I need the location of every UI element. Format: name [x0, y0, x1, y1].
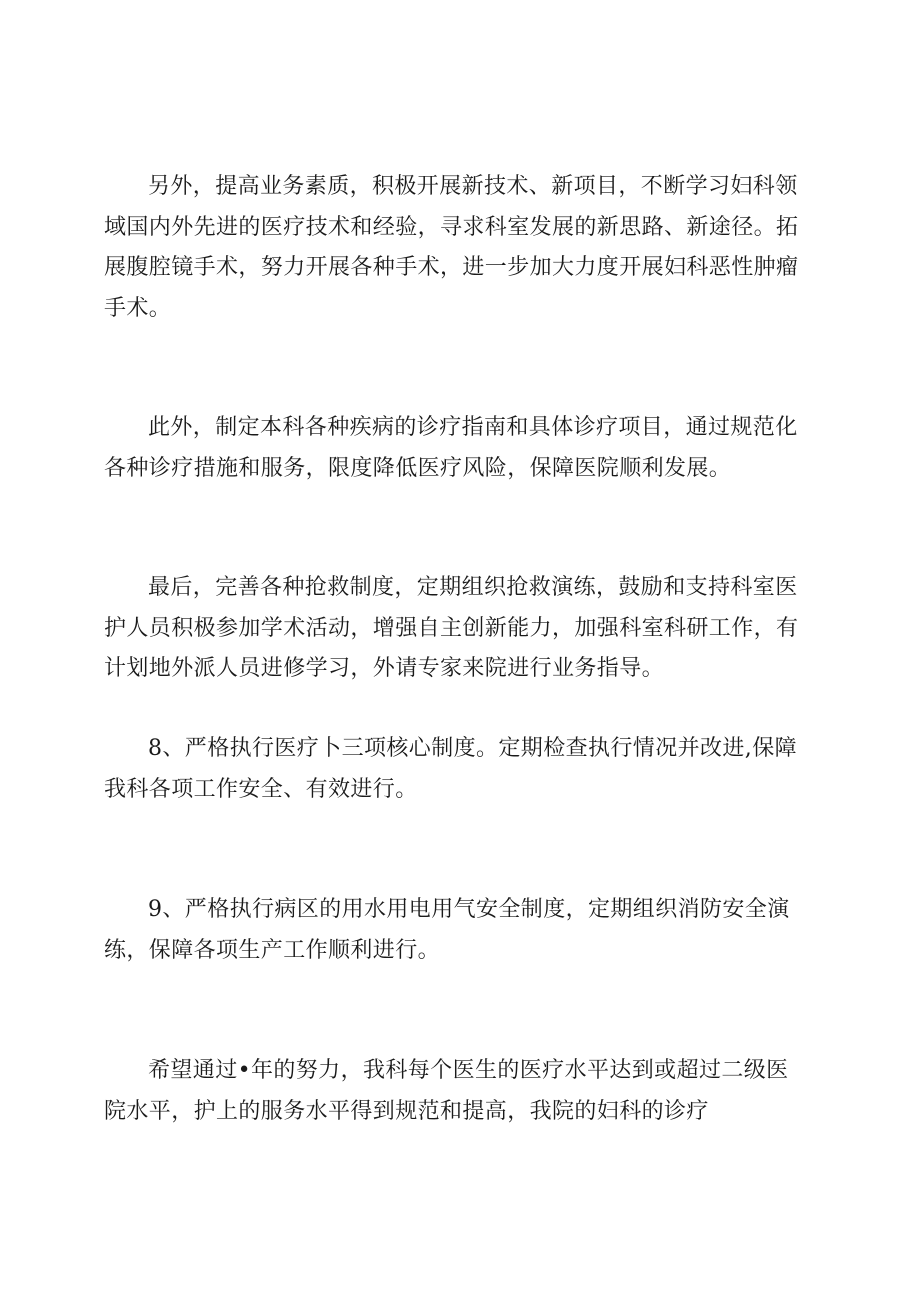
paragraph-rescue-system [104, 568, 834, 690]
text-line: 练，保障各项生产工作顺利进行。 [104, 937, 441, 963]
text-line: 域国内外先进的医疗技术和经验，寻求科室发展的新思路、新途径。拓 [104, 214, 799, 240]
paragraph-item-8 [104, 729, 834, 810]
text-line: 此外，制定本科各种疾病的诊疗指南和具体诊疗项目，通过规范化 [148, 415, 798, 440]
text-line: 展腹腔镜手术，努力开展各种手术，进一步加大力度开展妇科恶性肿瘤 [104, 255, 799, 280]
text-line: 另外，提高业务素质，积极开展新技术、新项目，不断学习妇科领 [148, 174, 798, 199]
text-line: 各种诊疗措施和服务，限度降低医疗风险，保障医院顺利发展。 [104, 455, 732, 481]
text-line: 我科各项工作安全、有效进行。 [104, 776, 418, 802]
paragraph-diagnosis-guidelines [104, 408, 834, 489]
paragraph-item-9 [104, 890, 834, 971]
text-line: 最后，完善各种抢救制度，定期组织抢救演练，鼓励和支持科室医 [148, 575, 798, 600]
paragraph-new-technology [104, 167, 834, 329]
text-line: 计划地外派人员进修学习，外请专家来院进行业务指导。 [104, 656, 665, 681]
text-line: 护人员积极参加学术活动，增强自主创新能力，加强科室科研工作，有 [104, 615, 799, 641]
text-line: 8、严格执行医疗卜三项核心制度。定期检查执行情况并改进,保障 [148, 736, 797, 761]
text-line: 手术。 [104, 295, 172, 321]
paragraph-goals [104, 1051, 834, 1132]
text-line: 院水平，护上的服务水平得到规范和提高，我院的妇科的诊疗 [104, 1098, 709, 1124]
text-line: 9、严格执行病区的用水用电用气安全制度，定期组织消防安全演 [148, 897, 790, 922]
text-line: 希望通过•年的努力，我科每个医生的医疗水平达到或超过二级医 [148, 1058, 789, 1083]
